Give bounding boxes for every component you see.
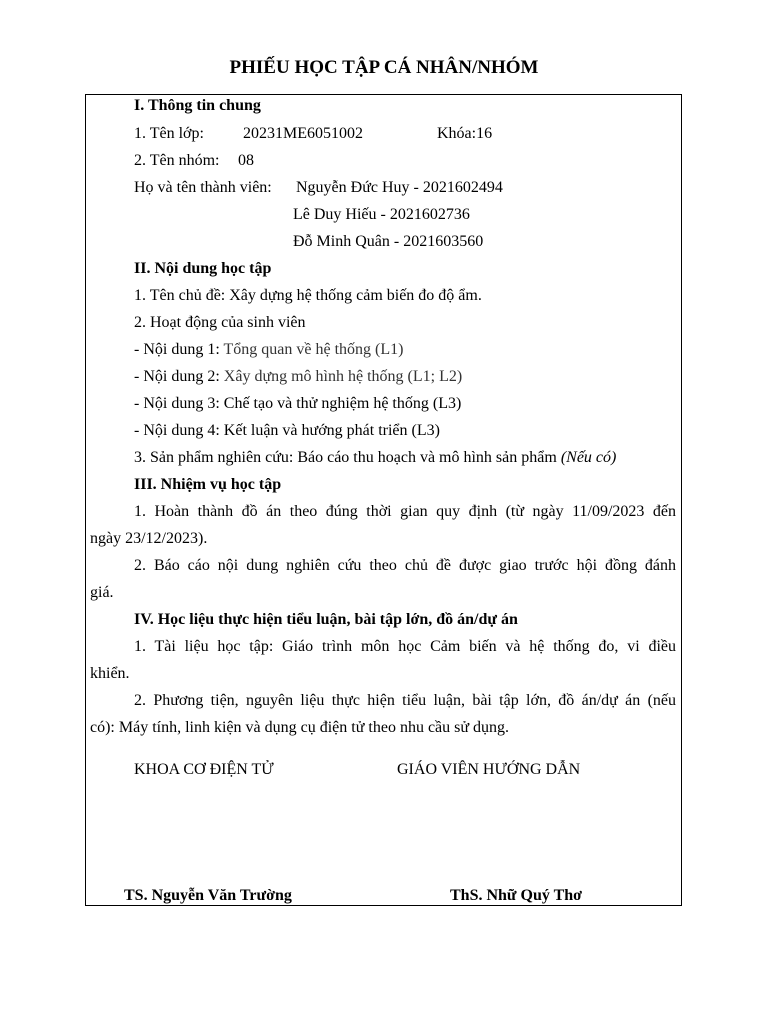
section-2-heading: II. Nội dung học tập	[134, 260, 272, 277]
members-label: Họ và tên thành viên:	[134, 179, 272, 196]
topic-line: 1. Tên chủ đề: Xây dựng hệ thống cảm biến đo độ ẩm.	[134, 287, 482, 304]
material-1-line-1: 1. Tài liệu học tập: Giáo trình môn học Cảm biến và hệ thống đo, vi điều	[134, 638, 676, 655]
member-3: Đỗ Minh Quân - 2021603560	[293, 233, 484, 250]
signature-left-name: TS. Nguyễn Văn Trường	[124, 887, 292, 904]
course-label: Khóa:16	[437, 125, 493, 142]
material-1-line-2: khiển.	[90, 665, 130, 682]
material-2-line-2: có): Máy tính, linh kiện và dụng cụ điện tử theo nhu cầu sử dụng.	[90, 719, 510, 736]
signature-right-name: ThS. Nhữ Quý Thơ	[450, 887, 583, 904]
group-value: 08	[238, 152, 254, 169]
member-1: Nguyễn Đức Huy - 2021602494	[296, 179, 503, 196]
content-item-3	[134, 394, 461, 414]
content-item-1-prefix: - Nội dung 1:	[134, 341, 224, 358]
task-1-line-1: 1. Hoàn thành đồ án theo đúng thời gian quy định (từ ngày 11/09/2023 đến	[134, 503, 676, 520]
member-2: Lê Duy Hiếu - 2021602736	[293, 206, 470, 223]
content-item-4-text: Kết luận và hướng phát triển (L3)	[223, 422, 440, 439]
content-item-3-prefix: - Nội dung 3:	[134, 395, 224, 412]
section-4-heading: IV. Học liệu thực hiện tiểu luận, bài tập lớn, đồ án/dự án	[134, 611, 518, 628]
section-3-heading: III. Nhiệm vụ học tập	[134, 476, 282, 493]
task-1-line-2: ngày 23/12/2023).	[90, 530, 208, 547]
content-item-3-text: Chế tạo và thử nghiệm hệ thống (L3)	[223, 395, 462, 412]
signature-left-title: KHOA CƠ ĐIỆN TỬ	[134, 761, 274, 778]
class-value: 20231ME6051002	[243, 125, 363, 142]
section-1-heading: I. Thông tin chung	[134, 97, 261, 114]
class-label: 1. Tên lớp:	[134, 125, 204, 142]
content-item-2	[134, 367, 462, 387]
content-item-4	[134, 421, 440, 441]
product-text: 3. Sản phẩm nghiên cứu: Báo cáo thu hoạch và mô hình sản phẩm	[134, 449, 561, 466]
content-item-1-text: Tổng quan về hệ thống (L1)	[223, 341, 404, 358]
signature-right-title: GIÁO VIÊN HƯỚNG DẪN	[397, 761, 581, 778]
activities-label: 2. Hoạt động của sinh viên	[134, 314, 306, 331]
content-item-2-text: Xây dựng mô hình hệ thống (L1; L2)	[223, 368, 463, 385]
page-title: PHIẾU HỌC TẬP CÁ NHÂN/NHÓM	[229, 57, 539, 78]
content-item-4-prefix: - Nội dung 4:	[134, 422, 224, 439]
content-item-2-prefix: - Nội dung 2:	[134, 368, 224, 385]
task-2-line-1: 2. Báo cáo nội dung nghiên cứu theo chủ đề được giao trước hội đồng đánh	[134, 557, 676, 574]
product-note: (Nếu có)	[560, 449, 617, 466]
task-2-line-2: giá.	[90, 584, 114, 601]
material-2-line-1: 2. Phương tiện, nguyên liệu thực hiện tiểu luận, bài tập lớn, đồ án/dự án (nếu	[134, 692, 676, 709]
group-label: 2. Tên nhóm:	[134, 152, 220, 169]
product-line	[134, 448, 616, 468]
content-item-1	[134, 340, 403, 360]
